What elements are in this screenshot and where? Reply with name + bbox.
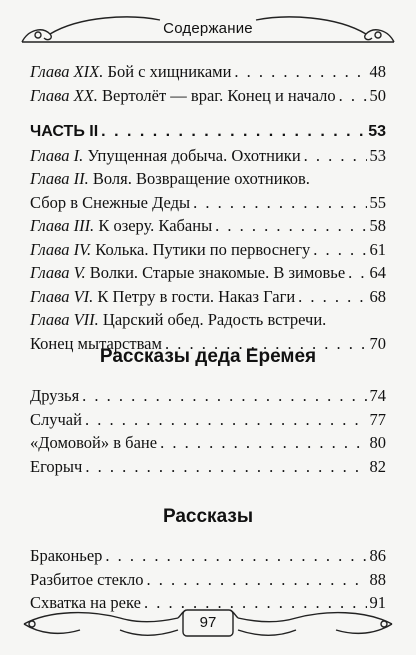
leader-dots [82, 384, 366, 408]
leader-dots [215, 214, 366, 238]
chapter-title: Сбор в Снежные Деды [30, 192, 191, 212]
page-title: Содержание [163, 20, 253, 37]
chapter-title: Царский обед. Радость встречи. [98, 310, 327, 329]
chapter-label: Глава VII. [30, 310, 99, 329]
leader-dots [313, 238, 366, 262]
toc-row [30, 191, 386, 215]
leader-dots [105, 544, 366, 568]
story-title: «Домовой» в бане [30, 433, 158, 452]
toc-row [30, 455, 386, 479]
page-number: 61 [369, 239, 386, 259]
toc-row [30, 214, 386, 238]
leader-dots [147, 568, 367, 592]
chapter-label: Глава III. [30, 216, 95, 235]
toc-row [30, 60, 386, 84]
leader-dots [234, 60, 366, 84]
page-number: 77 [369, 409, 386, 429]
page-number: 82 [369, 456, 386, 476]
leader-dots [304, 144, 367, 168]
page-number: 70 [369, 333, 386, 353]
chapter-label: Глава XX. [30, 85, 98, 105]
page-number: 74 [369, 386, 386, 405]
part-title: ЧАСТЬ II [30, 123, 99, 140]
chapter-title: К Петру в гости. Наказ Гаги [93, 286, 296, 306]
chapter-title: Упущенная добыча. Охотники [83, 145, 301, 165]
story-title: Друзья [30, 386, 80, 405]
toc-row [30, 568, 386, 592]
chapter-label: Глава II. [30, 169, 89, 188]
story-title: Разбитое стекло [30, 569, 144, 589]
toc-row [30, 431, 386, 455]
toc-block-3 [30, 384, 386, 478]
toc-row [30, 544, 386, 568]
page-number: 48 [369, 62, 386, 81]
chapter-title: Воля. Возвращение охотников. [88, 169, 310, 188]
toc-row [30, 238, 386, 262]
section-heading: Рассказы деда Еремея [99, 346, 317, 367]
toc-row [30, 84, 386, 108]
chapter-title: Вертолёт — враг. Конец и начало [97, 85, 336, 105]
toc-row [30, 285, 386, 309]
leader-dots [85, 455, 366, 479]
toc-part-row [30, 120, 386, 144]
leader-dots [298, 285, 366, 309]
page-number: 68 [369, 286, 386, 306]
page-number: 86 [369, 546, 386, 565]
chapter-label: Глава IV. [30, 239, 92, 259]
page-number: 64 [369, 263, 386, 282]
chapter-label: Глава VI. [30, 286, 94, 306]
chapter-label: Глава XIX. [30, 62, 104, 81]
chapter-title: К озеру. Кабаны [94, 216, 213, 235]
toc-block-1 [30, 60, 386, 107]
leader-dots [193, 191, 366, 215]
page-number: 55 [369, 192, 386, 212]
page-number: 53 [369, 145, 386, 165]
chapter-label: Глава V. [30, 263, 86, 282]
leader-dots [348, 261, 366, 285]
page-number: 88 [369, 569, 386, 589]
page-number: 58 [369, 216, 386, 235]
toc-row [30, 167, 386, 191]
page-footer [20, 600, 396, 650]
leader-dots [160, 431, 366, 455]
story-title: Случай [30, 409, 82, 429]
page-number: 91 [369, 593, 386, 612]
story-title: Егорыч [30, 456, 83, 476]
leader-dots [85, 408, 367, 432]
chapter-title: Конец мытарствам [30, 333, 162, 353]
page-number-badge: 97 [199, 614, 217, 631]
leader-dots [101, 120, 365, 144]
leader-dots [339, 84, 367, 108]
page-header [20, 8, 396, 48]
page-number: 50 [369, 85, 386, 105]
chapter-title: Колька. Путики по первоснегу [91, 239, 311, 259]
story-title: Браконьер [30, 546, 103, 565]
toc-row [30, 261, 386, 285]
toc-row [30, 384, 386, 408]
toc-row [30, 408, 386, 432]
page-number: 53 [368, 123, 386, 140]
toc-row [30, 144, 386, 168]
chapter-title: Волки. Старые знакомые. В зимовье [85, 263, 346, 282]
chapter-title: Бой с хищниками [103, 62, 232, 81]
toc-row [30, 308, 386, 332]
chapter-label: Глава I. [30, 145, 84, 165]
toc-block-2 [30, 120, 386, 355]
story-title: Схватка на реке [30, 593, 141, 612]
page-number: 80 [369, 433, 386, 452]
section-heading: Рассказы [162, 506, 254, 527]
